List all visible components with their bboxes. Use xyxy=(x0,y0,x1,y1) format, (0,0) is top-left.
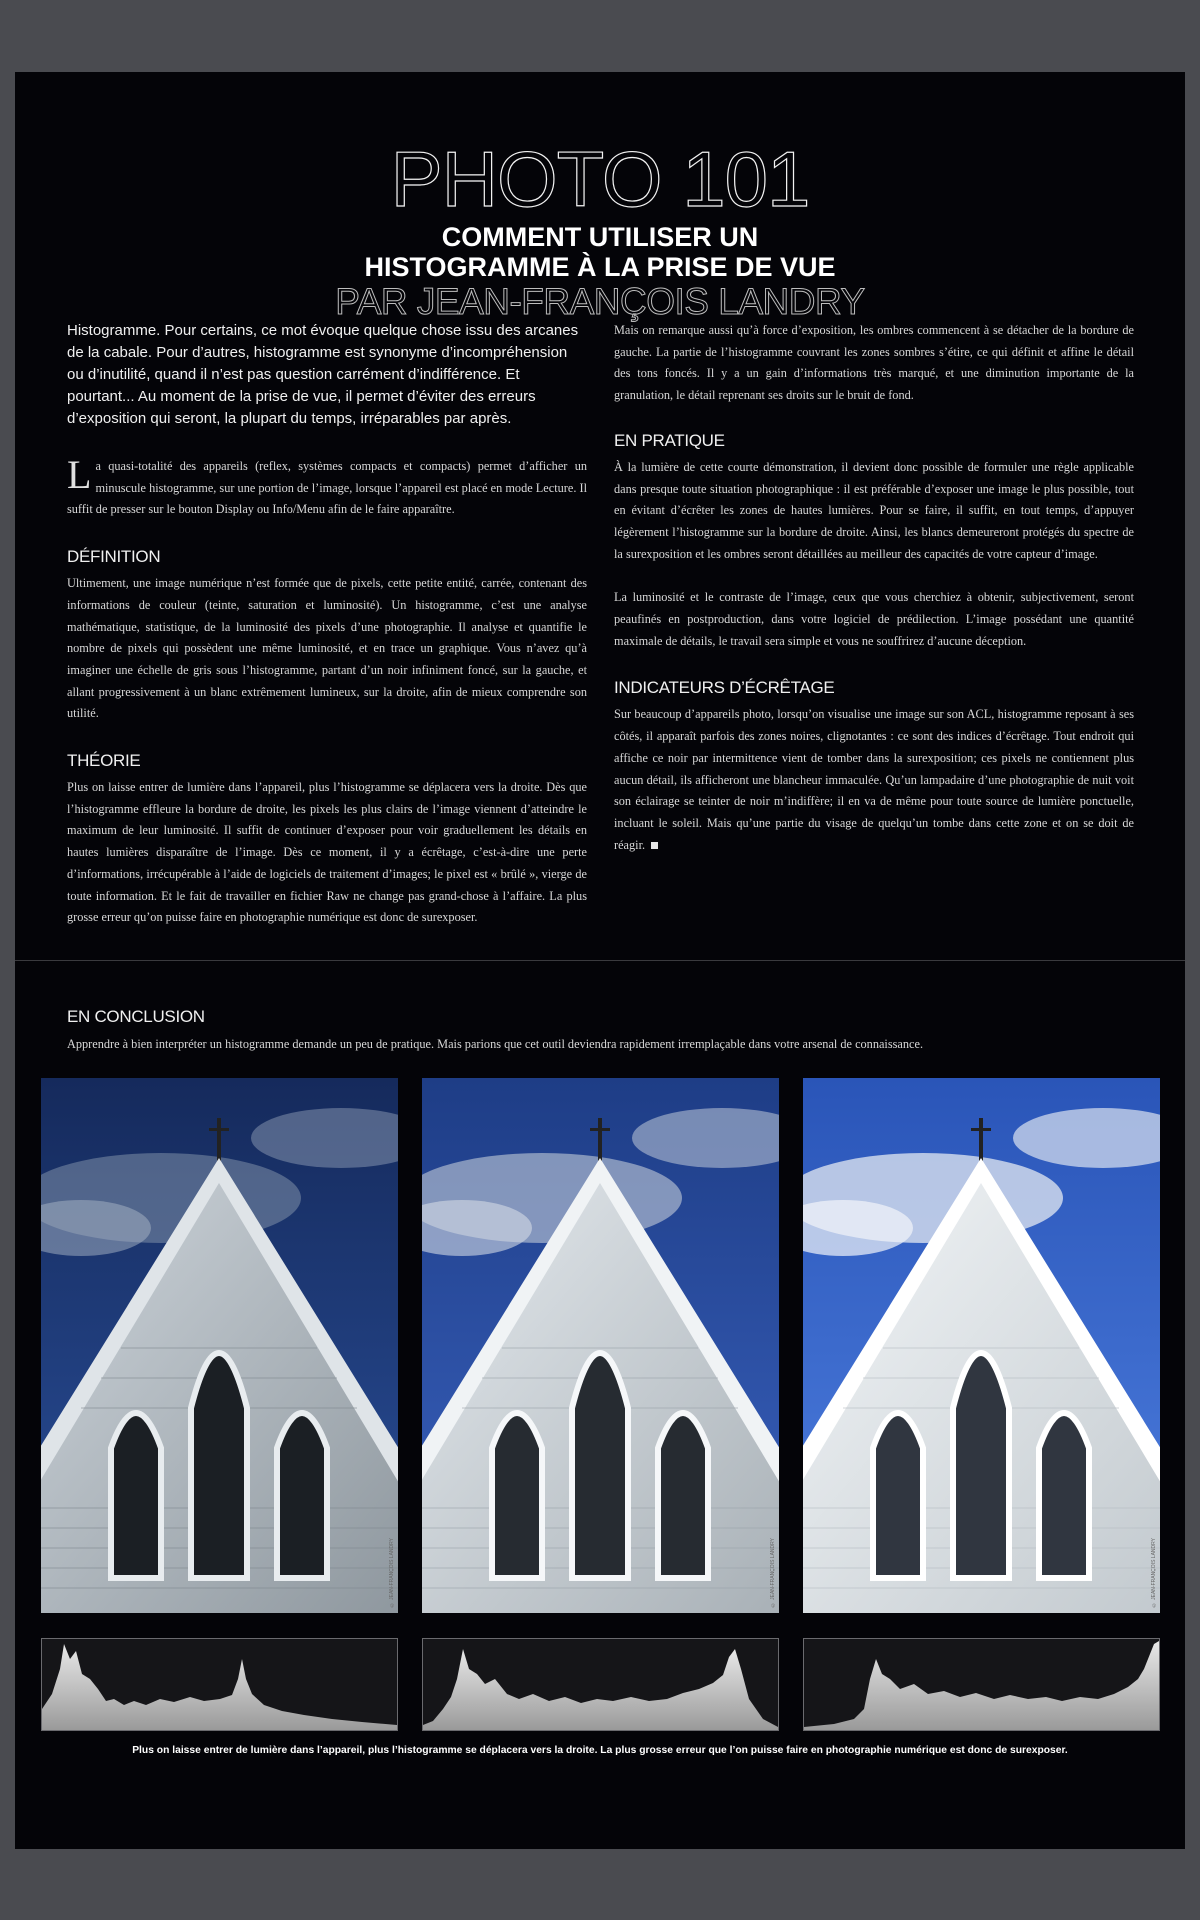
section-kicker: PHOTO 101 xyxy=(390,135,810,223)
photo-underexposed xyxy=(41,1078,398,1613)
histogram-underexposed xyxy=(41,1638,398,1731)
histogram-graph xyxy=(42,1639,397,1730)
theorie-text: Plus on laisse entrer de lumière dans l’appareil, plus l’histogramme se déplacera vers la droite. Dès que l’histogramme effleure la bordure de droite, les pixels les plus clairs de l’image viennent d’atteindre le maximum de leur luminosité. Il suffit de continuer d’exposer pour voir graduellement les détails en hautes lumières disparaître de l’image. Dès ce moment, il y a écrêtage, c’est-à-dire une perte d’informations, irrécupérable à l’aide de logiciels de traitement d’images; le pixel est « brûlé », vierge de toute information. Et le fait de travailler en fichier Raw ne change pas grand-chose à l’affaire. La plus grosse erreur qu’on puisse faire en photographie numérique est donc de surexposer. xyxy=(67,780,587,925)
church-photo-illustration xyxy=(803,1078,1160,1613)
article-title-line-2: HISTOGRAMME À LA PRISE DE VUE xyxy=(364,252,836,282)
photo-credit: © JEAN-FRANÇOIS LANDRY xyxy=(770,1537,776,1607)
lead-paragraph: Histogramme. Pour certains, ce mot évoque quelque chose issu des arcanes de la cabale. Pour d’autres, histogramme est synonyme d’incompréhension ou d’inutilité, quand il n’est pas question carrément d’indifférence. Et pourtant... Au moment de la prise de vue, il permet d’éviter des erreurs d’exposition qui seront, la plupart du temps, irréparables par après. xyxy=(67,322,579,427)
section-title-indicateurs: INDICATEURS D’ÉCRÊTAGE xyxy=(614,678,835,698)
indicateurs-text: Sur beaucoup d’appareils photo, lorsqu’on visualise une image sur son ACL, histogramme reposant à ses côtés, il apparaît parfois des zones noires, clignotantes : ce sont des indices d’écrêtage. Tout endroit qui affiche ce noir par intermittence vient de tomber dans la surexposition; ces pixels ne contiennent plus aucun détail, ils afficheront une blancheur immaculée. Qu’un lampadaire d’une photographie de nuit voit son éclairage se teinter de noir m’indiffère; il en va de même pour toute source de lumière ponctuelle, incluant le soleil. Mais qu’une partie du visage de quelqu’un tombe dans cette zone et on se doit de réagir. xyxy=(614,707,1134,852)
definition-text: Ultimement, une image numérique n’est formée que de pixels, cette petite entité, carrée, contenant des informations de couleur (teinte, saturation et luminosité). Un histogramme, c’est une analyse mathématique, statistique, de la luminosité des pixels d’une photographie. Il analyse et quantifie le nombre de pixels qui possèdent une même luminosité, et en trace un graphique. Vous n’avez qu’à imaginer une échelle de gris sous l’histogramme, partant d’un noir infiniment foncé, sur la gauche, et allant progressivement à un blanc extrêmement lumineux, sur la droite, afin de mieux comprendre son utilité. xyxy=(67,576,587,721)
photo-credit: © JEAN-FRANÇOIS LANDRY xyxy=(1151,1537,1157,1607)
histogram-overexposed xyxy=(803,1638,1160,1731)
histogram-graph xyxy=(423,1639,778,1730)
article-title-line-1: COMMENT UTILISER UN xyxy=(441,222,759,252)
left-column xyxy=(67,320,587,929)
pratique-text-2: La luminosité et le contraste de l’image, ceux que vous cherchiez à obtenir, subjectivement, seront peaufinés en postproduction, dans votre logiciel de prédilection. L’image possédant une quantité maximale de détails, le travail sera simple et vous ne souffrirez d’aucune déception. xyxy=(614,590,1134,648)
church-photo-illustration xyxy=(422,1078,779,1613)
photo-overexposed xyxy=(803,1078,1160,1613)
section-divider xyxy=(15,960,1185,961)
intro-text: a quasi-totalité des appareils (reflex, systèmes compacts et compacts) permet d’afficher un minuscule histogramme, sur une portion de l’image, lorsque l’appareil est placé en mode Lecture. Il suffit de presser sur le bouton Display ou Info/Menu afin de le faire apparaître. xyxy=(67,459,587,517)
drop-cap: L xyxy=(67,452,92,497)
indicateurs-paragraph xyxy=(614,704,1134,856)
photo-normal-exposure xyxy=(422,1078,779,1613)
church-photo-illustration xyxy=(41,1078,398,1613)
histogram-normal-exposure xyxy=(422,1638,779,1731)
right-intro-text: Mais on remarque aussi qu’à force d’exposition, les ombres commencent à se détacher de la bordure de gauche. La partie de l’histogramme couvrant les zones sombres s’étire, ce qui définit et affine le détail des tons foncés. Il y a un gain d’informations très marqué, et une diminution importante de la granulation, le détail reprenant ses droits sur le bruit de fond. xyxy=(614,323,1134,403)
section-title-theorie: THÉORIE xyxy=(67,751,141,771)
conclusion-text: Apprendre à bien interpréter un histogramme demande un peu de pratique. Mais parions que cet outil deviendra rapidement irremplaçable dans votre arsenal de connaissance. xyxy=(67,1037,924,1051)
end-mark-icon xyxy=(651,842,658,849)
histogram-graph xyxy=(804,1639,1159,1730)
section-title-conclusion: EN CONCLUSION xyxy=(67,1007,205,1026)
figure-caption: Plus on laisse entrer de lumière dans l’appareil, plus l’histogramme se déplacera vers la droite. La plus grosse erreur que l’on puisse faire en photographie numérique est donc de surexposer. xyxy=(132,1745,1068,1756)
article-page xyxy=(15,72,1185,1849)
pratique-text-1: À la lumière de cette courte démonstration, il devient donc possible de formuler une règle applicable dans presque toute situation photographique : il est préférable d’exposer une image le plus possible, tout en évitant d’écrêter les zones de hautes lumières. Pour se faire, il suffit, en tout temps, d’appuyer légèrement l’histogramme sur la bordure de droite. Ainsi, les blancs demeureront protégés du spectre de la surexposition et les ombres seront détaillées au meilleur des capacités de votre capteur d’image. xyxy=(614,459,1134,561)
byline: PAR JEAN-FRANÇOIS LANDRY xyxy=(335,281,865,322)
article-header xyxy=(15,135,1185,322)
intro-paragraph xyxy=(67,452,587,521)
photo-credit: © JEAN-FRANÇOIS LANDRY xyxy=(389,1537,395,1607)
section-title-pratique: EN PRATIQUE xyxy=(614,430,725,450)
section-title-definition: DÉFINITION xyxy=(67,547,161,567)
right-column xyxy=(614,320,1134,856)
